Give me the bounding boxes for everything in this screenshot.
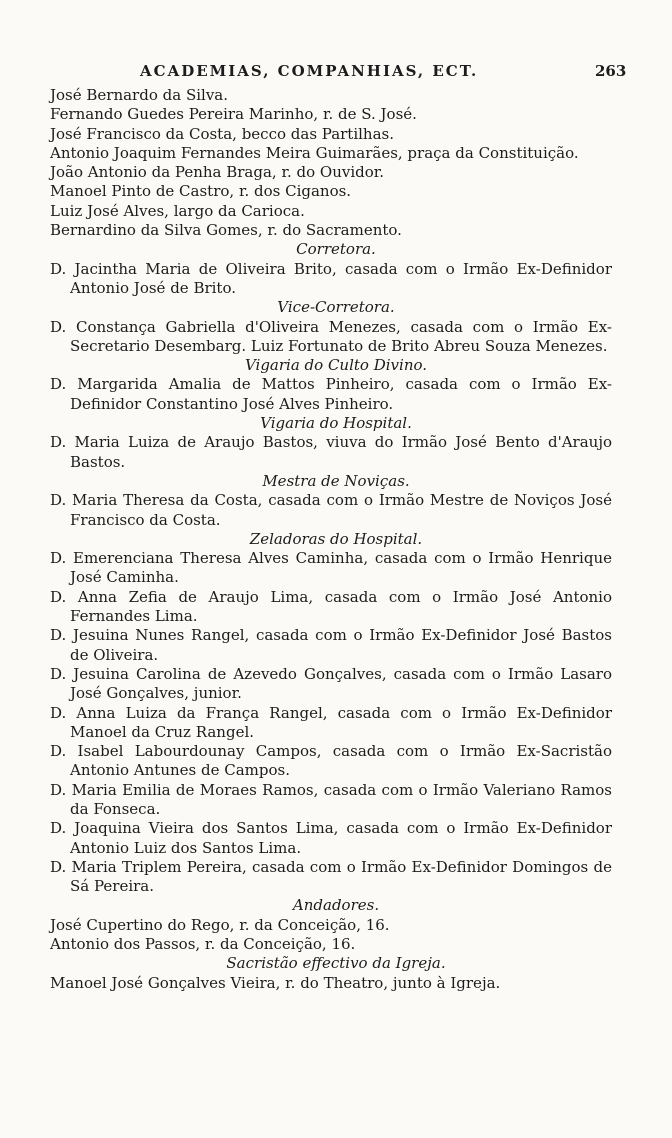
sections [0,240,672,993]
list-item: D. Anna Luiza da França Rangel, casada com o Irmão Ex-Definidor Manoel da Cruz Rangel. [50,703,612,741]
page-header [0,62,672,84]
section-heading: Mestra de Noviças. [262,471,410,490]
list-item: D. Margarida Amalia de Mattos Pinheiro, casada com o Irmão Ex-Definidor Constantino José Alves Pinheiro. [50,375,612,413]
section-heading: Andadores. [292,896,380,915]
name-line: Antonio Joaquim Fernandes Meira Guimarães, praça da Constituição. [50,143,579,162]
section-heading: Corretora. [296,240,376,259]
list-item: D. Maria Emilia de Moraes Ramos, casada com o Irmão Valeriano Ramos da Fonseca. [50,780,612,818]
list-item: D. Jacintha Maria de Oliveira Brito, casada com o Irmão Ex-Definidor Antonio José de Brito. [50,259,612,297]
name-line: Bernardino da Silva Gomes, r. do Sacramento. [50,221,402,240]
list-item: D. Anna Zefia de Araujo Lima, casada com o Irmão José Antonio Fernandes Lima. [50,587,612,626]
name-line: Luiz José Alves, largo da Carioca. [50,201,305,220]
section-heading: Sacristão effectivo da Igreja. [226,954,446,973]
name-line: Manoel Pinto de Castro, r. dos Ciganos. [50,182,352,201]
name-line: José Francisco da Costa, becco das Partilhas. [50,124,395,143]
list-item: D. Maria Luiza de Araujo Bastos, viuva do Irmão José Bento d'Araujo Bastos. [50,433,612,471]
list-item: D. Emerenciana Theresa Alves Caminha, casada com o Irmão Henrique José Caminha. [50,549,612,587]
list-item: D. Constança Gabriella d'Oliveira Menezes, casada com o Irmão Ex-Secretario Desembarg. Luiz Fortunato de Brito Abreu Souza Menezes. [50,317,612,355]
running-title: ACADEMIAS, COMPANHIAS, ECT. [140,62,479,80]
name-line: José Bernardo da Silva. [50,86,229,104]
section-heading: Vice-Corretora. [277,298,395,317]
section-heading: Vigaria do Hospital. [260,414,412,433]
list-item: Antonio dos Passos, r. da Conceição, 16. [50,935,356,954]
section-heading: Zeladoras do Hospital. [249,529,423,548]
list-item: D. Jesuina Carolina de Azevedo Gonçalves, casada com o Irmão Lasaro José Gonçalves, junior. [50,664,612,703]
list-item: D. Jesuina Nunes Rangel, casada com o Irmão Ex-Definidor José Bastos de Oliveira. [50,626,612,664]
list-item: Manoel José Gonçalves Vieira, r. do Theatro, junto à Igreja. [50,973,501,992]
name-line: Fernando Guedes Pereira Marinho, r. de S. José. [50,105,417,124]
name-line: João Antonio da Penha Braga, r. do Ouvidor. [50,163,385,182]
section-heading: Vigaria do Culto Divino. [244,356,428,375]
page-body [0,86,672,993]
list-item: D. Maria Triplem Pereira, casada com o Irmão Ex-Definidor Domingos de Sá Pereira. [50,857,612,896]
list-item: D. Isabel Labourdounay Campos, casada com o Irmão Ex-Sacristão Antonio Antunes de Campos. [50,742,612,780]
intro-list [0,86,672,240]
list-item: José Cupertino do Rego, r. da Conceição, 16. [50,915,390,934]
list-item: D. Maria Theresa da Costa, casada com o Irmão Mestre de Noviços José Francisco da Costa. [50,491,612,529]
page-number: 263 [595,62,627,80]
list-item: D. Joaquina Vieira dos Santos Lima, casada com o Irmão Ex-Definidor Antonio Luiz dos Santos Lima. [50,819,612,857]
